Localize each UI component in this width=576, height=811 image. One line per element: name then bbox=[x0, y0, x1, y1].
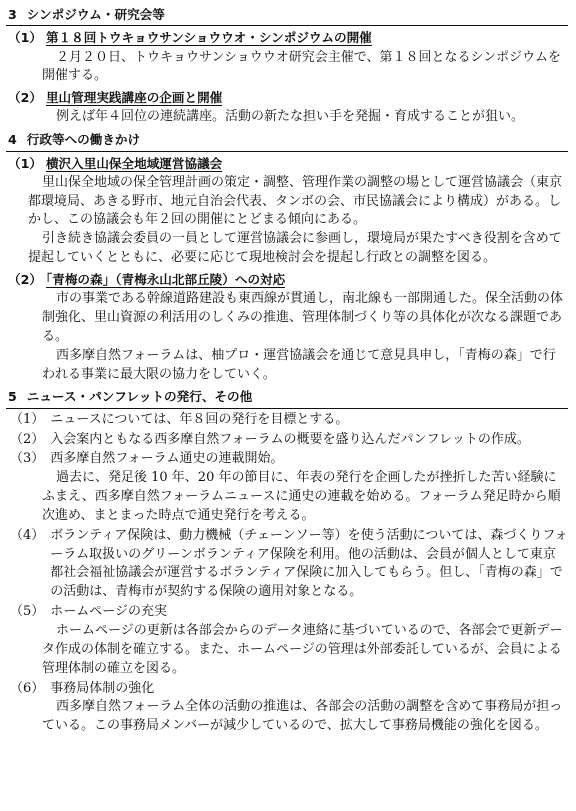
section-5-item-1 bbox=[10, 411, 568, 430]
section-4-1-number: （1） bbox=[8, 155, 42, 171]
section-4-1-body-2: 引き続き協議会委員の一員として運営協議会に参画し，環境局が果たすべき役割を含めて提起していくとともに、必要に応じて現地検討会を提起し行政との調整を図る。 bbox=[28, 231, 562, 266]
section-3-heading bbox=[6, 6, 568, 26]
section-4-1-body-1: 里山保全地域の保全管理計画の策定・調整、管理作業の調整の場として運営協議会（東京都環境局、あきる野市、地元自治会代表、タンボの会、市民協議会により構成）がある。しかし、この協議会も年２回の開催にとどまる傾向にある。 bbox=[28, 174, 563, 228]
item-5-body: ホームページの更新は各部会からのデータ連絡に基づいているので、各部会で更新データ作成の体制を確立する。また、ホームページの管理は外部委託しているが、会員による管理体制の確立を図る。 bbox=[42, 623, 563, 676]
section-5-item-4 bbox=[10, 527, 568, 602]
section-4-2-body-1: 市の事業である幹線道路建設も東西線が貫通し，南北線も一部開通した。保全活動の体制強化、里山資源の利活用のしくみの推進、管理体制づくり等の具体化が次なる課題である。 bbox=[42, 291, 564, 344]
item-6-body: 西多摩自然フォーラム全体の活動の推進は、各部会の活動の調整を含めて事務局が担っている。この事務局メンバーが減少しているので、拡大して事務局機能の強化を図る。 bbox=[42, 699, 563, 734]
item-2-head: 入会案内ともなる西多摩自然フォーラムの概要を盛り込んだパンフレットの作成。 bbox=[50, 431, 530, 447]
item-5-number: （5） bbox=[10, 604, 45, 620]
item-4-head: ボランティア保険は、動力機械（チェーンソー等）を使う活動については、森づくりフォーラム取扱いのグリーンボランティア保険を利用。他の活動は、会員が個人として東京都社会福祉協議会が運営するボランティア保険に加入してもらう。但し、「青梅の森」での活動は、青梅市が契約する保険の適用対象となる。 bbox=[50, 527, 568, 600]
section-5-heading bbox=[6, 388, 568, 408]
section-3-title: シンポジウム・研究会等 bbox=[26, 7, 165, 22]
section-3-2-number: （2） bbox=[8, 90, 42, 106]
section-4-title: 行政等への働きかけ bbox=[26, 132, 141, 148]
section-4-2-number: （2） bbox=[8, 272, 42, 287]
section-4-heading bbox=[6, 131, 568, 151]
section-5-item-2 bbox=[10, 431, 568, 450]
section-3-2-heading bbox=[8, 89, 568, 107]
item-1-number: （1） bbox=[10, 411, 45, 427]
item-6-number: （6） bbox=[10, 680, 45, 696]
section-5-item-5 bbox=[10, 603, 568, 622]
section-3-2-title: 里山管理実践講座の企画と開催 bbox=[45, 90, 223, 106]
item-3-body: 過去に、発足後 10 年、20 年の節目に、年表の発行を企画したが挫折した苦い経験にふまえ、西多摩自然フォーラムニュースに通史の連載を始める。フォーラム発足時から順次進め、まとまった時点で通史発行を考える。 bbox=[42, 470, 561, 523]
section-3-1-title: 第１８回トウキョウサンショウウオ・シンポジウムの開催 bbox=[45, 30, 372, 46]
item-3-head: 西多摩自然フォーラム通史の連載開始。 bbox=[50, 451, 284, 467]
section-3-1-number: （1） bbox=[8, 30, 42, 46]
item-3-number: （3） bbox=[10, 451, 45, 467]
section-3-1-heading bbox=[8, 29, 568, 47]
item-5-head: ホームページの充実 bbox=[50, 604, 168, 620]
section-3-number: 3 bbox=[8, 7, 17, 22]
section-4-number: 4 bbox=[8, 132, 17, 148]
item-4-number: （4） bbox=[10, 527, 45, 543]
section-5-title: ニュース・パンフレットの発行、その他 bbox=[26, 389, 253, 405]
section-5-item-6 bbox=[10, 680, 568, 699]
item-1-head: ニュースについては、年８回の発行を目標とする。 bbox=[50, 411, 349, 427]
section-4-1-heading bbox=[8, 155, 568, 173]
section-5-number: 5 bbox=[8, 389, 17, 405]
section-3-2-body: 例えば年４回位の連続講座。活動の新たな担い手を発掘・育成することが狙い。 bbox=[56, 109, 525, 125]
section-5-item-3 bbox=[10, 450, 568, 469]
section-4-2-title: 「青梅の森」（青梅永山北部丘陵）への対応 bbox=[45, 272, 286, 287]
section-4-1-title: 横沢入里山保全地域運営協議会 bbox=[45, 155, 223, 171]
section-3-1-body: ２月２０日、トウキョウサンショウウオ研究会主催で、第１８回となるシンポジウムを開催する。 bbox=[42, 49, 562, 84]
item-2-number: （2） bbox=[10, 431, 45, 447]
section-4-2-body-2: 西多摩自然フォーラムは、柚プロ・運営協議会を通じて意見具申し，「青梅の森」で行われる事業に最大限の協力をしていく。 bbox=[42, 347, 556, 382]
item-6-head: 事務局体制の強化 bbox=[50, 680, 155, 696]
section-4-2-heading bbox=[8, 271, 568, 289]
